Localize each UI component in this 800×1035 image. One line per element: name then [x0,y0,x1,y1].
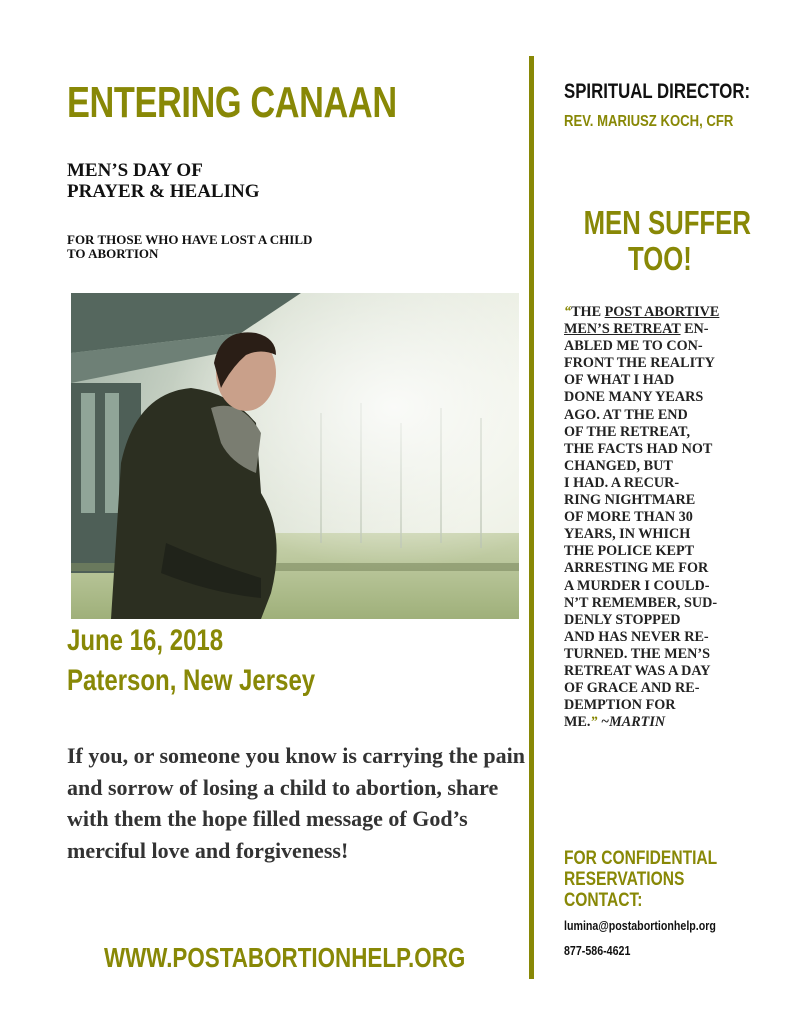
hero-photo [71,293,519,619]
subtitle-line-2: PRAYER & HEALING [67,181,260,202]
event-date: June 16, 2018 [67,624,224,657]
audience-line-1: FOR THOSE WHO HAVE LOST A CHILD [67,232,313,247]
audience-note [67,233,312,261]
event-location: Paterson, New Jersey [67,664,316,697]
quote-part-1: THE [571,304,605,320]
page-title: ENTERING CANAAN [67,78,397,127]
spiritual-director-name: REV. MARIUSZ KOCH, CFR [564,113,734,130]
men-suffer-line-1: MEN SUFFER [583,204,751,241]
subtitle-line-1: MEN’S DAY OF [67,160,203,181]
column-divider [529,56,534,979]
contact-line-3: CONTACT: [564,890,643,911]
quote-underlined-2: MEN’S RETREAT [564,321,681,338]
contact-phone[interactable]: 877-586-4621 [564,943,631,958]
men-suffer-line-2: TOO! [628,240,692,277]
contact-line-1: FOR CONFIDENTIAL [564,848,718,869]
quote-underlined-1: POST ABORTIVE [604,304,720,320]
close-quote-mark: ” [590,714,598,731]
website-link[interactable]: WWW.POSTABORTIONHELP.ORG [104,942,466,973]
contact-email[interactable]: lumina@postabortionhelp.org [564,918,716,933]
men-suffer-heading [560,205,760,277]
quote-attribution: ~MARTIN [597,714,666,731]
audience-line-2: TO ABORTION [67,246,159,261]
quote-part-2: EN- ABLED ME TO CON- FRONT THE REALITY OF WHAT I HAD DONE MANY YEARS AGO. AT THE END OF THE RETREAT, THE FACTS HAD NOT CHANGED, BUT I HAD. A RECUR- RING NIGHTMARE OF MORE THAN 30 YEARS, IN WHICH THE POLICE KEPT ARRESTING ME FOR A MURDER I COULD- N’T REMEMBER, SUD- DENLY STOPPED AND HAS NEVER RE- TURNED. THE MEN’S RETREAT WAS A DAY OF GRACE AND RE- DEMPTION FOR ME. [564,321,718,731]
testimonial-quote [564,304,764,731]
invitation-text: If you, or someone you know is carrying the pain and sorrow of losing a child to abortion, share with them the hope filled message of God’s merciful love and forgiveness! [67,743,525,863]
contact-line-2: RESERVATIONS [564,869,685,890]
event-subtitle [67,160,260,202]
spiritual-director-label: SPIRITUAL DIRECTOR: [564,80,751,103]
open-quote-mark: “ [564,304,572,320]
contact-heading [564,848,751,911]
